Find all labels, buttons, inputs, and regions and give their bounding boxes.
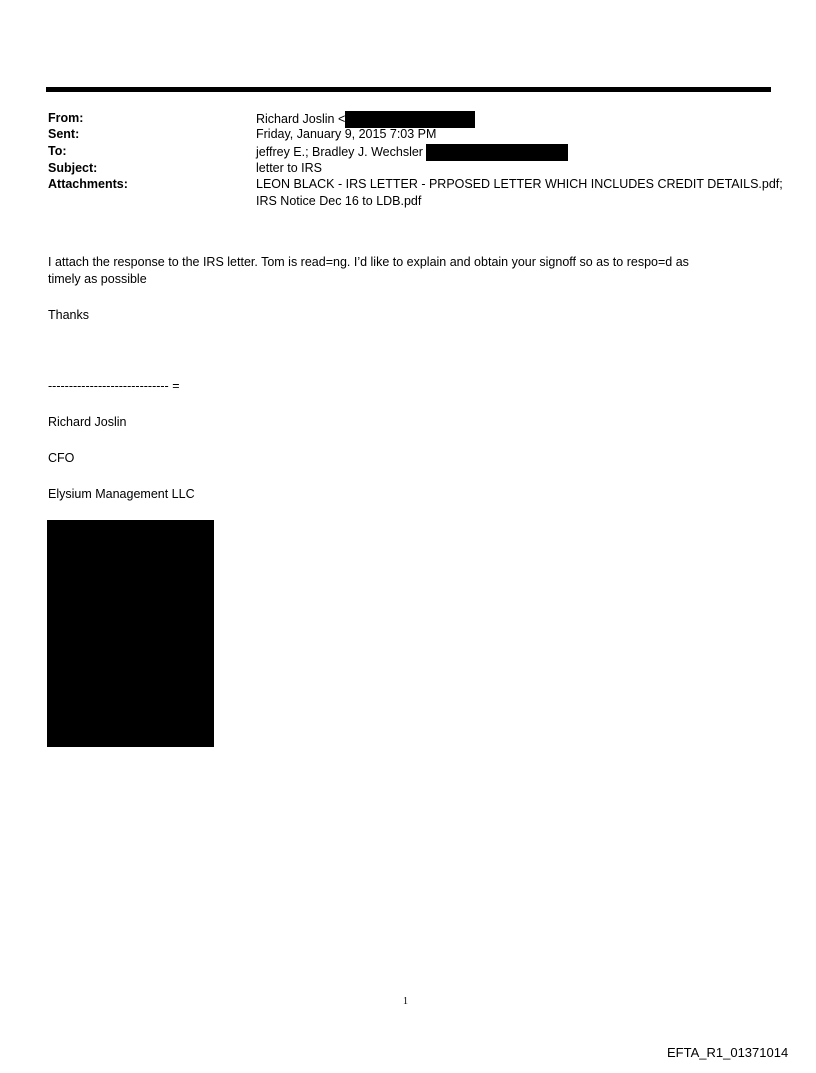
redaction-bar — [345, 111, 475, 128]
body-line-1: I attach the response to the IRS letter. Tom is read=ng. I’d like to explain and obtain your signoff so as to respo=d as — [48, 255, 689, 269]
header-rule — [46, 87, 771, 92]
sent-label: Sent: — [48, 127, 80, 141]
signature-name: Richard Joslin — [48, 415, 127, 429]
subject-label: Subject: — [48, 161, 98, 175]
attachment-2[interactable]: IRS Notice Dec 16 to LDB.pdf — [256, 194, 422, 208]
body-thanks: Thanks — [48, 308, 89, 322]
redacted-image-block — [47, 520, 214, 747]
document-id: EFTA_R1_01371014 — [667, 1045, 789, 1060]
redaction-bar — [426, 144, 568, 161]
page-number: 1 — [403, 996, 408, 1007]
signature-company: Elysium Management LLC — [48, 487, 195, 501]
body-line-2: timely as possible — [48, 272, 147, 286]
from-value — [256, 111, 475, 128]
attachments-label: Attachments: — [48, 177, 128, 191]
to-label: To: — [48, 144, 67, 158]
from-label: From: — [48, 111, 84, 125]
to-text: jeffrey E.; Bradley J. Wechsler — [256, 144, 423, 159]
attachment-1[interactable]: LEON BLACK - IRS LETTER - PRPOSED LETTER WHICH INCLUDES CREDIT DETAILS.pdf; — [256, 177, 783, 191]
to-value — [256, 144, 568, 161]
sent-value: Friday, January 9, 2015 7:03 PM — [256, 127, 437, 141]
signature-title: CFO — [48, 451, 75, 465]
signature-separator: ----------------------------- = — [48, 379, 180, 393]
subject-value: letter to IRS — [256, 161, 322, 175]
from-text: Richard Joslin < — [256, 111, 346, 126]
